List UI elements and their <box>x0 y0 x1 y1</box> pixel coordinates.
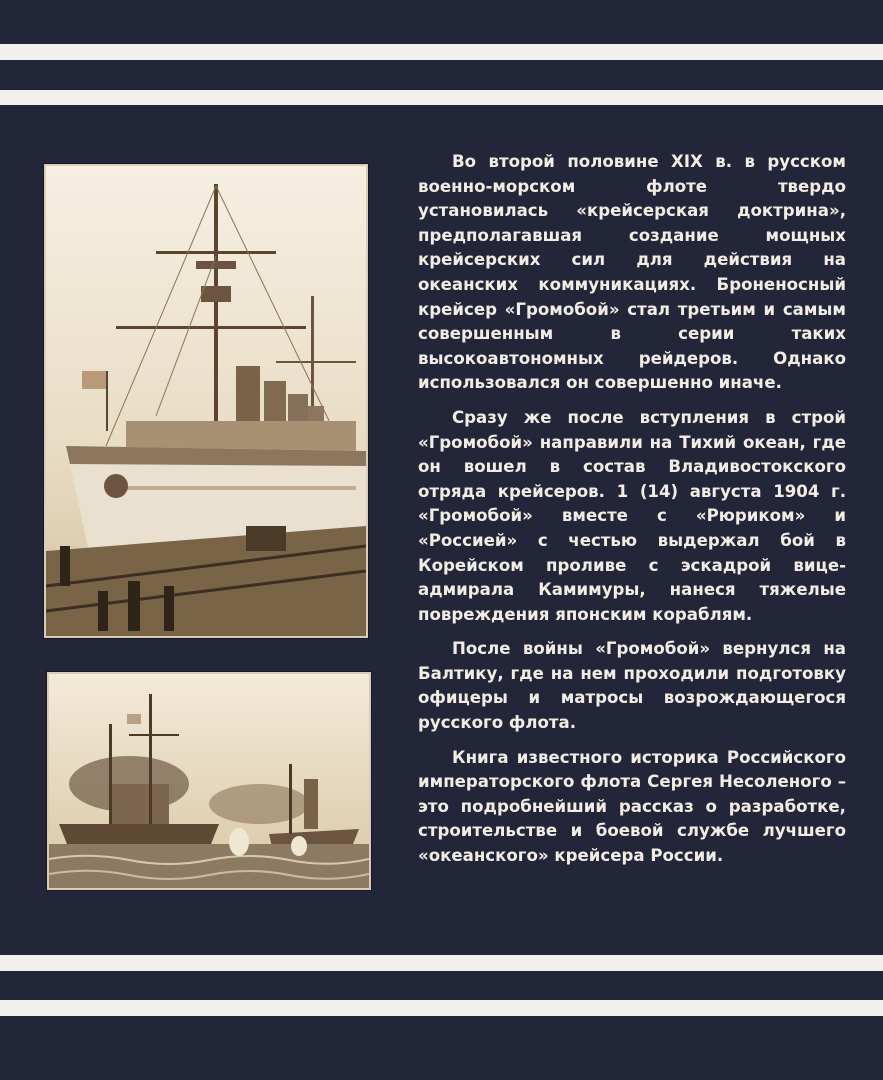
top-stripe-1 <box>0 44 883 60</box>
cruiser-at-pier-photo <box>44 164 368 638</box>
bottom-stripe-1 <box>0 955 883 971</box>
paragraph-4: Книга известного историка Российского императорского флота Сергея Несоленого – это подробнейший рассказ о разработке, строительстве и боевой службе лучшего «океанского» крейсера России. <box>418 747 846 866</box>
paragraph-3: После войны «Громобой» вернулся на Балтику, где на нем проходили подготовку офицеры и матросы возрождающегося русского флота. <box>418 639 846 733</box>
paragraph-1: Во второй половине XIX в. в русском военно-морском флоте твердо установилась «крейсерская доктрина», предполагавшая создание мощных крейсерских сил для действия на океанских коммуникациях. Броненосный крейсер «Громобой» стал третьим и самым совершенным в серии таких высокоавтономных рейдеров. Однако использовался он совершенно иначе. <box>418 152 846 393</box>
battle-painting-illustration <box>49 674 369 888</box>
description-text <box>418 150 846 879</box>
top-stripe-2 <box>0 90 883 105</box>
cruiser-photo-illustration <box>46 166 366 636</box>
naval-battle-painting <box>47 672 371 890</box>
bottom-stripe-2 <box>0 1000 883 1016</box>
paragraph-2: Сразу же после вступления в строй «Громобой» направили на Тихий океан, где он вошел в состав Владивостокского отряда крейсеров. 1 (14) августа 1904 г. «Громобой» вместе с «Рюриком» и «Россией» с честью выдержал бой в Корейском проливе с эскадрой вице-адмирала Камимуры, нанеся тяжелые повреждения японским кораблям. <box>418 407 846 624</box>
